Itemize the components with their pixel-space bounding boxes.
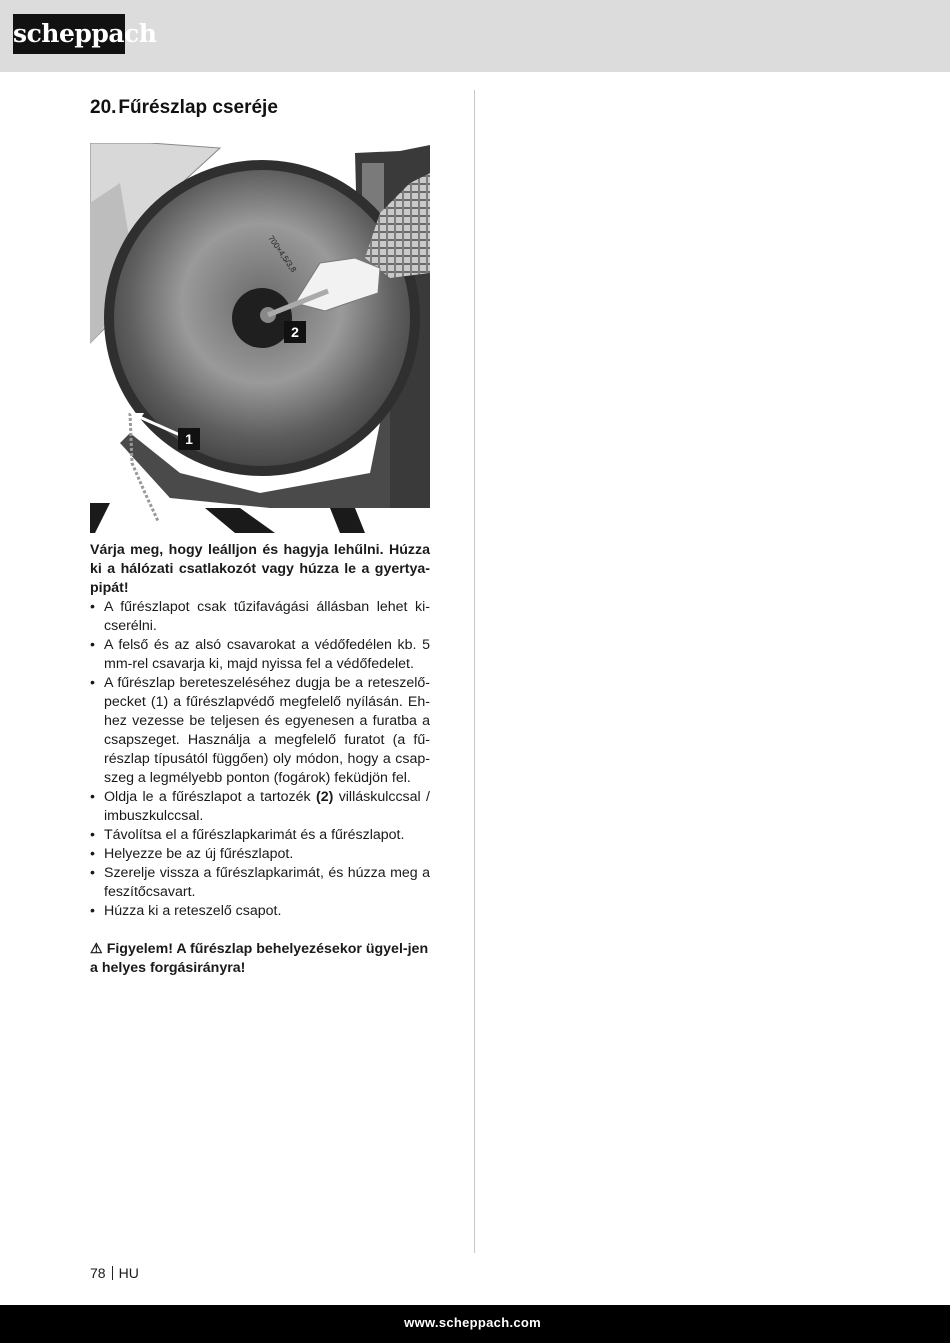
intro-warning: Várja meg, hogy leálljon és hagyja lehűlni. Húzza ki a hálózati csatlakozót vagy húzza le a gyertya-pipát! bbox=[90, 542, 430, 596]
caution-text: Figyelem! A fűrészlap behelyezésekor ügyel-jen a helyes forgásirányra! bbox=[90, 941, 429, 976]
page-footer bbox=[0, 1305, 950, 1343]
warning-icon: ⚠ bbox=[90, 941, 103, 957]
step4-ref: (2) bbox=[315, 789, 334, 805]
list-item: • A felső és az alsó csavarokat a védőfedélen kb. 5 mm-rel csavarja ki, majd nyissa fel a védőfedelet. bbox=[90, 636, 430, 674]
callout-2: 2 bbox=[284, 321, 306, 343]
caution-note bbox=[90, 940, 430, 978]
website-link[interactable]: www.scheppach.com bbox=[404, 1315, 541, 1330]
section-title bbox=[90, 95, 430, 121]
saw-blade-photo bbox=[90, 143, 430, 533]
page-header bbox=[0, 0, 950, 72]
scheppach-logo: scheppach bbox=[13, 14, 125, 54]
list-item: • A fűrészlap bereteszeléséhez dugja be a reteszelő-pecket (1) a fűrészlapvédő megfelelő nyílásán. Eh-hez vezesse be teljesen és egyenesen a furatba a csapszeget. Használja a megfelelő furatot (a fű-részlap típusától függően) oly módon, hogy a csap-szeg a legmélyebb ponton (fogárok) feküdjön fel. bbox=[90, 674, 430, 788]
saw-blade-figure bbox=[90, 143, 430, 533]
list-item: • A fűrészlapot csak tűzifavágási állásban lehet ki-cserélni. bbox=[90, 598, 430, 636]
column-divider bbox=[474, 90, 475, 1253]
step4-text-end: villáskulccsal / imbuszkulccsal. bbox=[104, 789, 430, 824]
list-item: • Húzza ki a reteszelő csapot. bbox=[90, 902, 430, 921]
callout-1: 1 bbox=[178, 428, 200, 450]
instruction-list bbox=[90, 598, 430, 921]
list-item: • Távolítsa el a fűrészlapkarimát és a fűrészlapot. bbox=[90, 826, 430, 845]
step4-text: Oldja le a fűrészlapot a tartozék bbox=[104, 789, 316, 805]
page-separator bbox=[112, 1266, 113, 1280]
main-column bbox=[90, 95, 430, 992]
language-code: HU bbox=[118, 1265, 139, 1281]
page-number bbox=[90, 1265, 139, 1281]
list-item: • Helyezze be az új fűrészlapot. bbox=[90, 845, 430, 864]
section-number: 20. bbox=[90, 97, 117, 118]
list-item bbox=[90, 788, 430, 826]
page-number-value: 78 bbox=[90, 1265, 106, 1281]
blade-marking: 700×4,5/3,8 bbox=[266, 233, 299, 274]
section-title-text: Fűrészlap cseréje bbox=[118, 97, 278, 118]
list-item: • Szerelje vissza a fűrészlapkarimát, és húzza meg a feszítőcsavart. bbox=[90, 864, 430, 902]
